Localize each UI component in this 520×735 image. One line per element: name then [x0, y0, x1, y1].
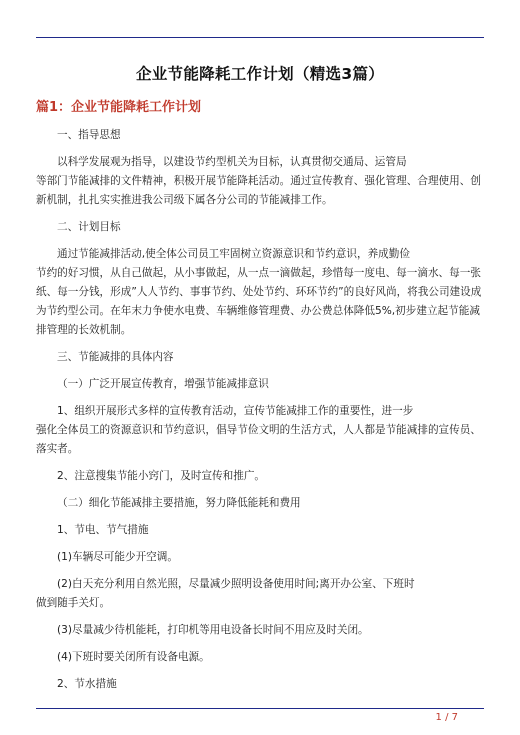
paragraph-8: (3)尽量减少待机能耗，打印机等用电设备长时间不用应及时关闭。 [57, 624, 369, 636]
paragraph-3-line-1: 1、组织开展形式多样的宣传教育活动，宣传节能减排工作的重要性，进一步 [57, 405, 414, 417]
section-title: 篇1：企业节能降耗工作计划 [36, 100, 202, 115]
header-rule [36, 37, 484, 38]
paragraph-4: 2、注意搜集节能小窍门，及时宣传和推广。 [57, 470, 266, 482]
paragraph-1-continued: 等部门节能减排的文件精神，积极开展节能降耗活动。通过宣传教育、强化管理、合理使用、创新机制，扎扎实实推进我公司级下属各分公司的节能减排工作。 [36, 175, 481, 206]
paragraph-5: 1、节电、节气措施 [57, 524, 149, 536]
paragraph-7-line-1: (2)白天充分利用自然光照，尽量减少照明设备使用时间;离开办公室、下班时 [57, 578, 415, 590]
paragraph-1-line-1: 以科学发展观为指导，以建设节约型机关为目标，认真贯彻交通局、运管局 [57, 156, 407, 168]
subheading-publicity: （一）广泛开展宣传教育，增强节能减排意识 [57, 378, 269, 390]
paragraph-2-line-1: 通过节能减排活动,使全体公司员工牢固树立资源意识和节约意识，养成勤俭 [57, 248, 410, 260]
heading-guiding-ideology: 一、指导思想 [57, 129, 121, 141]
paragraph-10: 2、节水措施 [57, 678, 117, 690]
paragraph-9: (4)下班时要关闭所有设备电源。 [57, 651, 210, 663]
paragraph-6: (1)车辆尽可能少开空调。 [57, 551, 178, 563]
paragraph-2-continued: 节约的好习惯，从自己做起，从小事做起，从一点一滴做起，珍惜每一度电、每一滴水、每一张纸、每一分钱，形成”人人节约、事事节约、处处节约、环环节约”的良好风尚，将我公司建设成为节约型公司。在年末力争使水电费、车辆维修管理费、办公费总体降低5%,初步建立起节能减排管理的长效机制。 [36, 267, 482, 336]
page-number: 1 / 7 [435, 712, 458, 723]
heading-plan-goals: 二、计划目标 [57, 221, 121, 233]
footer-rule [36, 708, 484, 709]
paragraph-7-continued: 做到随手关灯。 [36, 597, 111, 609]
subheading-measures: （二）细化节能减排主要措施，努力降低能耗和费用 [57, 497, 301, 509]
document-title: 企业节能降耗工作计划（精选3篇） [135, 65, 385, 83]
paragraph-3-continued: 强化全体员工的资源意识和节约意识，倡导节俭文明的生活方式，人人都是节能减排的宣传员、落实者。 [36, 424, 481, 455]
document-body [36, 62, 484, 694]
heading-specific-content: 三、节能减排的具体内容 [57, 351, 174, 363]
